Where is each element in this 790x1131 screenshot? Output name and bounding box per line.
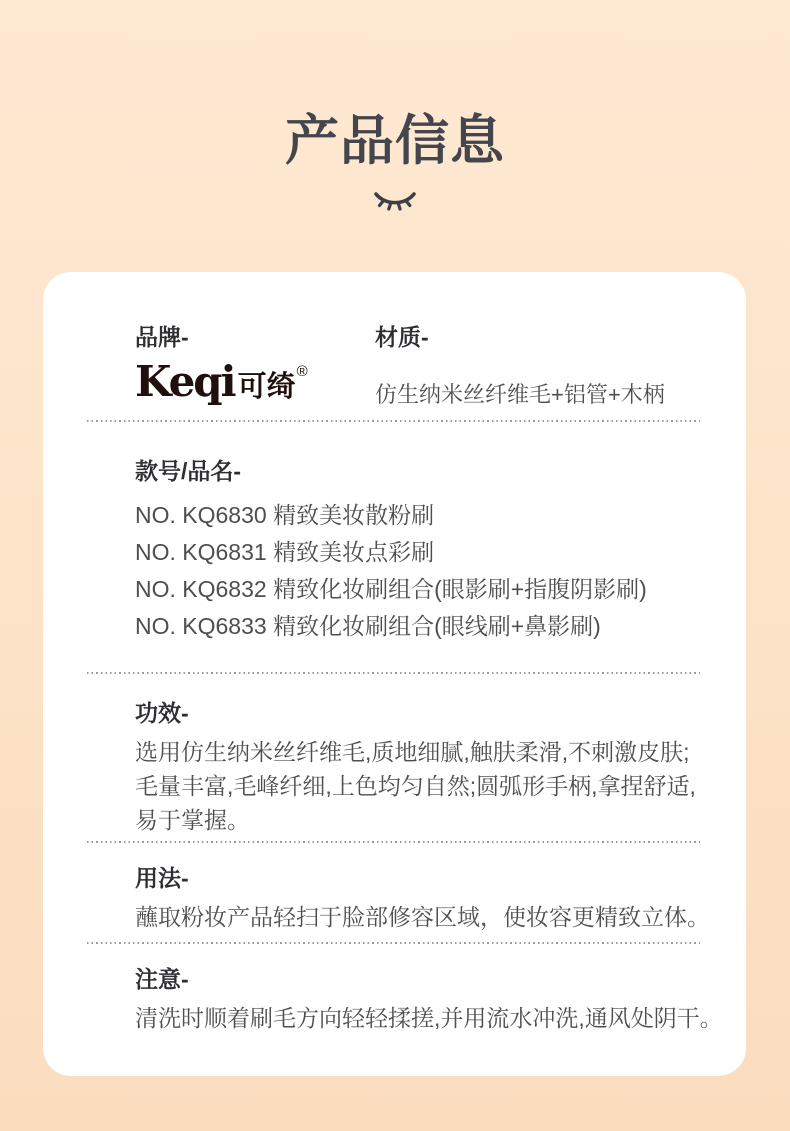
notice-section — [43, 944, 746, 1035]
keqi-brand-logo — [135, 357, 375, 406]
logo-cjk-text: 可绮 — [237, 371, 296, 403]
efficacy-line: 易于掌握。 — [135, 807, 250, 833]
material-block — [375, 322, 726, 420]
page-header — [0, 0, 790, 214]
brand-block — [135, 322, 375, 420]
models-label: 款号/品名- — [135, 458, 242, 484]
brand-label: 品牌- — [135, 324, 189, 350]
material-label: 材质- — [375, 324, 429, 350]
models-section — [43, 422, 746, 672]
efficacy-line: 毛量丰富,毛峰纤细,上色均匀自然;圆弧形手柄,拿捏舒适, — [135, 773, 696, 799]
efficacy-text — [135, 735, 726, 837]
brand-material-row — [43, 272, 746, 420]
usage-label: 用法- — [135, 865, 189, 891]
logo-latin-text: Keqi — [135, 357, 235, 406]
product-info-card — [43, 272, 746, 1076]
efficacy-section — [43, 674, 746, 841]
model-item: NO. KQ6833 精致化妆刷组合(眼线刷+鼻影刷) — [135, 613, 601, 639]
usage-text: 蘸取粉妆产品轻扫于脸部修容区域，使妆容更精致立体。 — [135, 904, 710, 930]
efficacy-line: 选用仿生纳米丝纤维毛,质地细腻,触肤柔滑,不刺激皮肤; — [135, 739, 690, 765]
notice-text: 清洗时顺着刷毛方向轻轻揉搓,并用流水冲洗,通风处阴干。 — [135, 1005, 723, 1031]
registered-trademark-icon: ® — [296, 363, 308, 380]
closed-eye-icon — [0, 188, 790, 214]
notice-label: 注意- — [135, 966, 189, 992]
page-title: 产品信息 — [285, 111, 505, 171]
usage-section — [43, 843, 746, 942]
material-value: 仿生纳米丝纤维毛+铝管+木柄 — [375, 382, 665, 407]
model-list — [135, 497, 726, 645]
efficacy-label: 功效- — [135, 700, 189, 726]
model-item: NO. KQ6832 精致化妆刷组合(眼影刷+指腹阴影刷) — [135, 576, 647, 602]
model-item: NO. KQ6831 精致美妆点彩刷 — [135, 539, 435, 565]
model-item: NO. KQ6830 精致美妆散粉刷 — [135, 502, 435, 528]
